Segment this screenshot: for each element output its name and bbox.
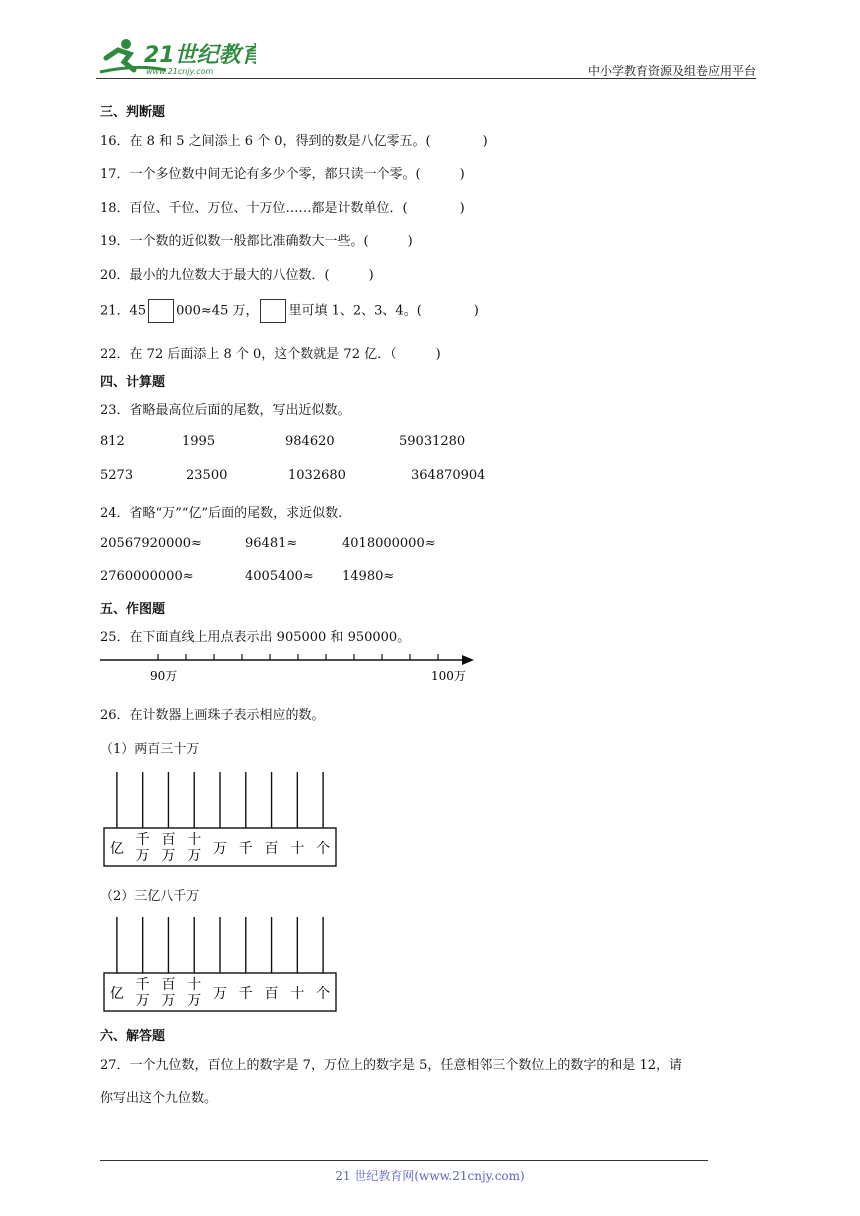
abacus-place-label: 万 <box>161 993 176 1009</box>
abacus-place-label: 百 <box>264 986 279 1002</box>
question-27-line2: 你写出这个九位数。 <box>100 1091 218 1106</box>
header-right-text: 中小学教育资源及组卷应用平台 <box>587 64 756 78</box>
question-24: 24．省略“万”“亿”后面的尾数，求近似数. <box>100 506 343 521</box>
abacus-place-label: 十 <box>187 832 202 848</box>
site-logo <box>96 36 256 80</box>
q26-sub2: （2）三亿八千万 <box>100 889 200 904</box>
abacus-2[interactable] <box>102 915 338 1019</box>
abacus-1[interactable] <box>102 770 338 874</box>
abacus-place-label: 十 <box>187 977 202 993</box>
q26-sub1: （1）两百三十万 <box>100 742 200 757</box>
question-17: 17．一个多位数中间无论有多少个零，都只读一个零。( ) <box>100 167 465 182</box>
runner-logo-icon <box>96 36 256 80</box>
abacus-place-label: 万 <box>213 986 227 1002</box>
q24-number: 4018000000≈ <box>342 536 436 551</box>
abacus-place-label: 百 <box>161 832 176 848</box>
question-23: 23．省略最高位后面的尾数，写出近似数。 <box>100 403 351 418</box>
arrow-right-icon <box>462 655 474 665</box>
abacus-place-label: 万 <box>187 848 202 864</box>
abacus-place-label: 百 <box>161 977 176 993</box>
abacus-place-label: 个 <box>316 986 331 1002</box>
answer-box[interactable] <box>148 299 174 323</box>
q24-number: 14980≈ <box>342 569 395 584</box>
abacus-place-label: 十 <box>290 841 305 857</box>
question-22: 22．在 72 后面添上 8 个 0，这个数就是 72 亿．（ ) <box>100 347 441 362</box>
section-calc-title: 四、计算题 <box>100 375 166 390</box>
logo-main-text: 21世纪教育 <box>144 43 256 68</box>
abacus-place-label: 千 <box>238 841 253 857</box>
section-judge-title: 三、判断题 <box>100 105 166 120</box>
question-18: 18．百位、千位、万位、十万位……都是计数单位．( ) <box>100 201 465 216</box>
header-divider <box>96 78 756 79</box>
number-line[interactable] <box>98 650 478 690</box>
answer-box[interactable] <box>260 299 286 323</box>
abacus-place-label: 万 <box>161 848 176 864</box>
q21-middle: 000≈45 万， <box>176 303 259 319</box>
q21-prefix: 21．45 <box>100 303 147 319</box>
abacus-place-label: 万 <box>135 993 150 1009</box>
q23-number: 984620 <box>285 434 335 449</box>
logo-sub-text: www.21cnjy.com <box>146 67 214 76</box>
question-27-line1: 27．一个九位数，百位上的数字是 7，万位上的数字是 5，任意相邻三个数位上的数字的和是 12，请 <box>100 1058 683 1073</box>
q23-number: 1032680 <box>288 468 346 483</box>
question-19: 19．一个数的近似数一般都比准确数大一些。( ) <box>100 234 413 249</box>
q23-number: 5273 <box>100 468 134 483</box>
q24-number: 96481≈ <box>245 536 298 551</box>
abacus-place-label: 万 <box>135 848 150 864</box>
q23-number: 23500 <box>186 468 228 483</box>
section-draw-title: 五、作图题 <box>100 602 166 617</box>
abacus-place-label: 万 <box>213 841 227 857</box>
section-answer-title: 六、解答题 <box>100 1029 166 1044</box>
abacus-place-label: 亿 <box>109 986 124 1002</box>
abacus-place-label: 个 <box>316 841 331 857</box>
q23-number: 364870904 <box>411 468 486 483</box>
q24-number: 20567920000≈ <box>100 536 202 551</box>
footer-divider <box>100 1160 708 1161</box>
number-line-start-label: 90万 <box>150 669 178 683</box>
question-21 <box>100 299 479 323</box>
question-16: 16．在 8 和 5 之间添上 6 个 0，得到的数是八亿零五。( ) <box>100 134 488 149</box>
q23-number: 1995 <box>182 434 216 449</box>
abacus-place-label: 十 <box>290 986 305 1002</box>
question-26: 26．在计数器上画珠子表示相应的数。 <box>100 708 325 723</box>
q21-suffix: 里可填 1、2、3、4。( ) <box>288 303 479 319</box>
q24-number: 2760000000≈ <box>100 569 194 584</box>
abacus-place-label: 百 <box>264 841 279 857</box>
question-25: 25．在下面直线上用点表示出 905000 和 950000。 <box>100 630 411 645</box>
abacus-place-label: 亿 <box>109 841 124 857</box>
abacus-place-label: 千 <box>238 986 253 1002</box>
number-line-end-label: 100万 <box>431 669 466 683</box>
footer-text: 21 世纪教育网(www.21cnjy.com) <box>335 1169 525 1183</box>
q23-number: 812 <box>100 434 125 449</box>
abacus-place-label: 千 <box>135 977 150 993</box>
abacus-place-label: 千 <box>135 832 150 848</box>
abacus-place-label: 万 <box>187 993 202 1009</box>
q23-number: 59031280 <box>399 434 466 449</box>
q24-number: 4005400≈ <box>245 569 314 584</box>
question-20: 20．最小的九位数大于最大的八位数．( ) <box>100 268 374 283</box>
